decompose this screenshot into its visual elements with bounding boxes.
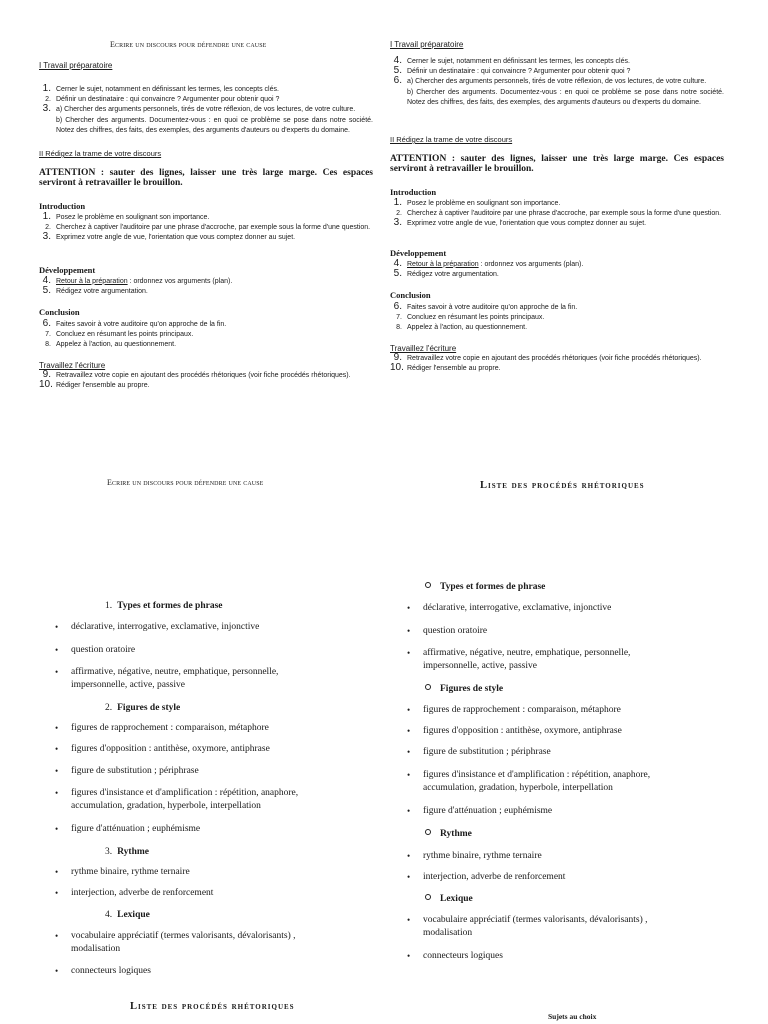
concl-heading: Conclusion (39, 307, 80, 318)
heading-text: Lexique (117, 910, 150, 920)
item-text: figures d'opposition : antithèse, oxymore, antiphrase (423, 726, 622, 736)
item-text: figures d'opposition : antithèse, oxymore, antiphrase (71, 744, 270, 754)
list-item (39, 368, 373, 381)
list-title-left: Liste des procédés rhétoriques (130, 1001, 295, 1012)
list-item (390, 219, 724, 229)
item-text: Retravaillez votre copie en ajoutant des procédés rhétoriques (voir fiche procédés rhétoriques). (56, 371, 351, 379)
item-text: Exprimez votre angle de vue, l'orientation que vous comptez donner au sujet. (56, 234, 296, 242)
list-item (390, 209, 724, 219)
item-number: 9. (393, 351, 402, 363)
prep-list-right (390, 57, 724, 108)
circle-bullet-icon (425, 684, 431, 690)
attention-text: : sauter des lignes, laisser une très large marge. Ces espaces serviront à retravailler le brouillon. (39, 168, 373, 188)
bullet-icon: • (407, 872, 411, 882)
intro-heading: Introduction (39, 201, 86, 212)
item-text: interjection, adverbe de renforcement (71, 888, 214, 898)
prep-heading-right: I Travail préparatoire (390, 40, 464, 49)
page-title-left-2: Ecrire un discours pour défendre une cause (107, 478, 264, 487)
item-text: vocabulaire appréciatif (termes valorisants, dévalorisants) , modalisation (423, 915, 648, 938)
item-text: Rédiger l'ensemble au propre. (407, 364, 501, 372)
heading-number: 3. (105, 847, 113, 857)
sujets-label: Sujets au choix (548, 1012, 597, 1021)
left-column (39, 61, 373, 391)
concl-list-right (390, 303, 724, 334)
list-item (39, 85, 373, 95)
trame-heading-right: II Rédigez la trame de votre discours (390, 135, 513, 145)
item-number: 1. (42, 211, 51, 223)
item-number: 6. (42, 318, 51, 330)
list-item (39, 378, 373, 391)
concl-heading-right: Conclusion (390, 290, 431, 301)
attention-note-right (390, 155, 724, 174)
item-number: 5. (42, 284, 51, 296)
item-text: Posez le problème en soulignant son importance. (56, 214, 210, 222)
item-text: figures d'insistance et d'amplification : répétition, anaphore, accumulation, gradation, hyperbole, interpellation (71, 788, 299, 811)
list-item (390, 313, 724, 323)
item-underlined: Retour à la préparation (56, 277, 128, 285)
list-item (390, 57, 724, 67)
bullet-icon: • (407, 806, 411, 816)
bullet-icon: • (55, 667, 59, 677)
list-item (39, 274, 373, 287)
item-text: Cherchez à captiver l'auditoire par une phrase d'accroche, par exemple sous la forme d'une question. (56, 224, 371, 232)
prep-heading: I Travail préparatoire (39, 61, 113, 70)
attention-text-right: : sauter des lignes, laisser une très large marge. Ces espaces serviront à retravailler le brouillon. (390, 154, 724, 174)
dev-heading: Développement (39, 264, 96, 275)
dev-list-right (390, 257, 724, 280)
item-number: 4. (42, 274, 51, 286)
item-text: Appelez à l'action, au questionnement. (56, 341, 177, 349)
list-item (390, 77, 724, 87)
list-item (39, 340, 373, 350)
list-item (39, 320, 373, 330)
list-item (39, 284, 373, 297)
list-item (390, 303, 724, 313)
circle-bullet-icon (425, 582, 431, 588)
item-text: Concluez en résumant les points principaux. (56, 331, 194, 339)
list-item (390, 351, 724, 364)
list-item (390, 323, 724, 333)
attention-label: ATTENTION (39, 168, 96, 179)
intro-list-right (390, 199, 724, 230)
item-number: 8. (45, 341, 51, 349)
item-number: 6. (393, 301, 402, 313)
intro-heading-right: Introduction (390, 187, 437, 198)
circle-bullet-icon (425, 829, 431, 835)
heading-text: Figures de style (117, 703, 181, 713)
list-item (39, 213, 373, 223)
item-text: vocabulaire appréciatif (termes valorisants, dévalorisants) , modalisation (71, 931, 296, 954)
bullet-icon: • (407, 648, 411, 658)
right-column (390, 40, 724, 374)
item-text: b) Chercher des arguments. Documentez-vous : en quoi ce problème se pose dans notre société. Notez des chiffres, des faits, des exemples, des arguments d'auteurs ou d'experts du domaine. (56, 116, 373, 134)
bullet-icon: • (55, 931, 59, 941)
item-number: 5. (393, 267, 402, 279)
bullet-icon: • (55, 824, 59, 834)
item-text: Définir un destinataire : qui convaincre ? Argumenter pour obtenir quoi ? (407, 68, 631, 76)
item-number: 6. (393, 75, 402, 87)
list-item (39, 116, 373, 136)
bullet-icon: • (55, 645, 59, 655)
item-number: 2. (396, 210, 402, 218)
item-text: affirmative, négative, neutre, emphatique, personnelle, impersonnelle, active, passive (423, 648, 631, 671)
item-number: 9. (42, 368, 51, 380)
item-number: 3. (42, 103, 51, 115)
list-item (390, 361, 724, 374)
heading-text: Rythme (117, 847, 149, 857)
list-item (390, 67, 724, 77)
item-text: Faites savoir à votre auditoire qu'on approche de la fin. (407, 304, 578, 312)
item-number: 2. (45, 224, 51, 232)
item-number: 4. (393, 257, 402, 269)
list-item (390, 267, 724, 280)
item-text: figure de substitution ; périphrase (71, 766, 199, 776)
bullet-icon: • (55, 723, 59, 733)
bullet-icon: • (407, 915, 411, 925)
item-text: connecteurs logiques (71, 966, 151, 976)
item-text: figure d'atténuation ; euphémisme (71, 824, 201, 834)
item-number: 8. (396, 324, 402, 332)
item-text: Appelez à l'action, au questionnement. (407, 324, 528, 332)
list-title-right: Liste des procédés rhétoriques (480, 480, 645, 491)
list-item (39, 223, 373, 233)
item-number: 1. (42, 83, 51, 94)
item-text: Cherchez à captiver l'auditoire par une phrase d'accroche, par exemple sous la forme d'une question. (407, 210, 722, 218)
item-text: connecteurs logiques (423, 951, 503, 961)
item-underlined: Retour à la préparation (407, 260, 479, 268)
heading-text: Types et formes de phrase (440, 582, 546, 592)
item-text: Faites savoir à votre auditoire qu'on approche de la fin. (56, 321, 227, 329)
item-number: 7. (45, 331, 51, 339)
page-title-left: Ecrire un discours pour défendre une cause (110, 40, 267, 49)
bullet-icon: • (407, 770, 411, 780)
item-text: Posez le problème en soulignant son importance. (407, 200, 561, 208)
ecriture-heading-right: Travaillez l'écriture (390, 343, 457, 353)
bullet-icon: • (407, 726, 411, 736)
bullet-icon: • (407, 603, 411, 613)
bullet-icon: • (55, 622, 59, 632)
item-number: 4. (393, 55, 402, 66)
attention-note (39, 169, 373, 188)
list-item (39, 95, 373, 105)
bullet-icon: • (407, 747, 411, 757)
trame-heading: II Rédigez la trame de votre discours (39, 149, 162, 159)
list-item (390, 88, 724, 108)
item-text: Rédigez votre argumentation. (56, 287, 148, 295)
item-text: : ordonnez vos arguments (plan). (127, 277, 233, 285)
bullet-icon: • (407, 851, 411, 861)
list-item (39, 330, 373, 340)
ecriture-heading: Travaillez l'écriture (39, 360, 106, 370)
item-number: 2. (45, 96, 51, 104)
bullet-icon: • (407, 626, 411, 636)
item-text: : ordonnez vos arguments (plan). (478, 260, 584, 268)
dev-heading-right: Développement (390, 247, 447, 258)
bullet-icon: • (55, 744, 59, 754)
heading-text: Lexique (440, 894, 473, 904)
item-text: déclarative, interrogative, exclamative, injonctive (71, 622, 260, 632)
list-item (39, 105, 373, 115)
item-text: a) Chercher des arguments personnels, tirés de votre réflexion, de vos lectures, de votre culture. (56, 106, 356, 114)
circle-bullet-icon (425, 894, 431, 900)
item-text: question oratoire (71, 645, 136, 655)
dev-list (39, 274, 373, 297)
item-text: question oratoire (423, 626, 488, 636)
item-number: 5. (393, 65, 402, 77)
heading-number: 1. (105, 601, 113, 611)
item-text: Concluez en résumant les points principaux. (407, 314, 545, 322)
intro-list (39, 213, 373, 244)
item-text: figures de rapprochement : comparaison, métaphore (71, 723, 269, 733)
item-text: affirmative, négative, neutre, emphatique, personnelle, impersonnelle, active, passive (71, 667, 279, 690)
item-text: rythme binaire, rythme ternaire (71, 867, 190, 877)
item-number: 10. (390, 361, 404, 373)
item-number: 3. (393, 217, 402, 229)
item-text: rythme binaire, rythme ternaire (423, 851, 542, 861)
list-item (390, 199, 724, 209)
item-text: figure de substitution ; périphrase (423, 747, 551, 757)
ecriture-list-right (390, 351, 724, 374)
item-text: figures d'insistance et d'amplification : répétition, anaphore, accumulation, gradation, hyperbole, interpellation (423, 770, 651, 793)
bullet-icon: • (55, 867, 59, 877)
item-number: 3. (42, 231, 51, 243)
bullet-icon: • (55, 888, 59, 898)
item-text: Exprimez votre angle de vue, l'orientation que vous comptez donner au sujet. (407, 220, 647, 228)
bullet-icon: • (55, 788, 59, 798)
item-text: Rédiger l'ensemble au propre. (56, 381, 150, 389)
heading-text: Types et formes de phrase (117, 601, 223, 611)
item-text: Cerner le sujet, notamment en définissant les termes, les concepts clés. (407, 58, 630, 65)
bullet-icon: • (407, 705, 411, 715)
bullet-icon: • (55, 966, 59, 976)
item-text: b) Chercher des arguments. Documentez-vous : en quoi ce problème se pose dans notre société. Notez des chiffres, des faits, des exemples, des arguments d'auteurs ou d'experts du domaine. (407, 88, 724, 106)
item-text: Cerner le sujet, notamment en définissant les termes, les concepts clés. (56, 86, 279, 93)
item-text: a) Chercher des arguments personnels, tirés de votre réflexion, de vos lectures, de votre culture. (407, 78, 707, 86)
item-number: 7. (396, 314, 402, 322)
item-text: figure d'atténuation ; euphémisme (423, 806, 553, 816)
item-number: 1. (393, 197, 402, 209)
concl-list (39, 320, 373, 351)
attention-label-right: ATTENTION (390, 154, 447, 165)
heading-text: Figures de style (440, 684, 504, 694)
bullet-icon: • (407, 951, 411, 961)
item-text: déclarative, interrogative, exclamative, injonctive (423, 603, 612, 613)
item-text: Rédigez votre argumentation. (407, 270, 499, 278)
item-number: 10. (39, 378, 53, 390)
item-text: interjection, adverbe de renforcement (423, 872, 566, 882)
heading-number: 4. (105, 910, 113, 920)
list-item (39, 233, 373, 243)
bullet-icon: • (55, 766, 59, 776)
item-text: figures de rapprochement : comparaison, métaphore (423, 705, 621, 715)
list-item (390, 257, 724, 270)
heading-text: Rythme (440, 829, 472, 839)
item-text: Retravaillez votre copie en ajoutant des procédés rhétoriques (voir fiche procédés rhétoriques). (407, 354, 702, 362)
heading-number: 2. (105, 703, 113, 713)
item-text: Définir un destinataire : qui convaincre ? Argumenter pour obtenir quoi ? (56, 96, 280, 104)
prep-list (39, 85, 373, 136)
ecriture-list (39, 368, 373, 391)
